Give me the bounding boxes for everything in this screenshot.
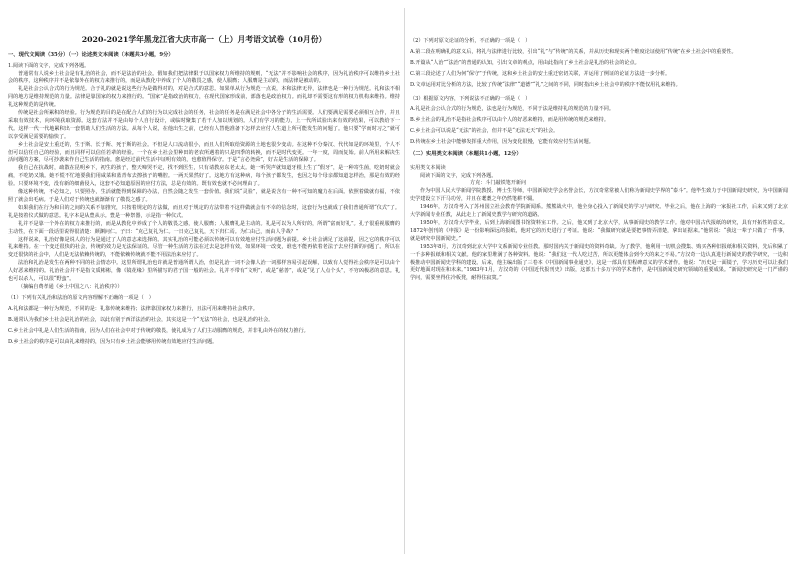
passage-paragraph: 传统是社会所累积的经验。行为规范的目的是在配合人们的行为以完成社会的任务，社会的任务是在满足社会中各分子的生活需要。人们要满足需要必须相互合作，并且采取有效技术，向环境获取资源。这套方法并不是由每个人自行设计，或临时聚集了若干人加以规划的。人们有学习的能力，上一代所试验出来有效的结果，可以教给下一代。这样一代一代地累积出一套帮助人们生活的方法。从每个人说，在他出生之前，已经有人替他准备下怎样去应付人生道上所可能发生的问题了。他只要“学而时习之”就可以享受满足需要的愉快了。 xyxy=(8,110,400,140)
article-paragraph: 1950年，方汉奇大学毕业，后到上海新闻图书馆资料室工作。之后，他又到了北京大学，从事新闻史的教学工作。他对中国古代报纸的研究，具有开拓性的意义。1872年创刊的《申报》是一份影响深远的报纸，他对它的历史进行了考证。他说：“我做研究就是要把事情弄清楚，拿出证据来。”他常说：“我这一辈子只做了一件事，就是研究中国新闻史。” xyxy=(410,220,788,242)
article-title: 方克：斗门敲铁笔开新问 xyxy=(470,180,527,187)
reading-instruction-2: 阅读下面的文字，完成下列各题。 xyxy=(420,172,497,179)
question-2-stem: （2）下列对原文论证的分析，不正确的一项是（ ） xyxy=(410,38,531,44)
question-1-option-a: A.礼和法都是一种行为规范，不同的是：礼靠传统来维持；法律靠国家权力来推行，且法可用来维持社会秩序。 xyxy=(8,305,258,312)
reading-instruction: 1.阅读下面的文字，完成下列各题。 xyxy=(8,62,90,69)
question-1-option-b: B.通常认为我们乡土社会是礼治的社会，以此有别于西洋法治的社会，其实这是一个“无法”的社会，也是礼治的社会。 xyxy=(8,316,274,323)
question-2-option-a: A.第二段在明确礼的意义后，将礼与法律进行比较，引出“礼”与“传统”的关系，并从历史和现实两个维度论证使用“传统”在乡土社会中的重要性。 xyxy=(410,48,737,55)
passage-paragraph: 如果我们在行为和目的之间的关系不加推究，只按着规定的方法做，而且对于规定的方法带着不这样做就会有不幸的信念时，这套行为也就成了我们普通所谓“仪式”了。礼是按着仪式做的意思。礼字本是从豊从示。豊是一种祭器，示是指一种仪式。 xyxy=(8,204,400,219)
passage-source: （摘编自费孝通《乡土中国之八：礼治秩序》） xyxy=(18,283,123,290)
question-3-option-c: C.乡土社会可以说是“无法”的社会，但并不是“无法无天”的社会。 xyxy=(410,128,559,135)
left-column xyxy=(8,0,400,562)
passage-paragraph: 礼是社会公认合式的行为规范。合于礼的就是说这些行为是做得对的，对是合式的意思。如果单从行为规范一点说，本和法律无异，法律也是一种行为规范。礼和法不相同的地方是维持规范的力量。法律是靠国家的权力来推行的。“国家”是指政治的权力，在现代国家形成前，部落也是政治权力。而礼却不需要这有形的权力机构来维持。维持礼这种规范的是传统。 xyxy=(8,86,400,109)
passage-paragraph: 这样说来，礼治好像是说人的行为是通过了人的意志来选择的。其实礼治的可能必须以传统可以有效地应付生活问题为前提。乡土社会满足了这前提，因之它的秩序可以礼来维持。在一个变迁很快的社会，传统的效力是无法保证的。尽管一种生活的方法在过去是怎样有效，如果环境一改变，谁也不能再依着老法子去应付新的问题了。所以在变迁很快的社会中，人们是无法依赖传统的，不能依赖传统就不能不用法治来应付了。 xyxy=(8,236,400,259)
section-2-heading: （二）实用类文本阅读（本题共1小题，12分） xyxy=(410,151,522,158)
question-2-option-b: B.开篇从“人治”“法治”的普通的认知，引出文章的观点，用由此指向了乡土社会是礼治的社会的论点。 xyxy=(410,59,640,66)
article-paragraph: 1946年，方汉奇考入了苏州国立社会教育学院新闻系。熊熊战火中，他全身心投入了新闻史的学习与研究。毕业之后，他在上海的一家报社工作，后来又到了北京大学新闻专业任教，从此走上了新闻史教学与研究的道路。 xyxy=(410,204,788,219)
question-1-stem: （1）下列有关礼治和法治的原文内容理解不正确的一项是（ ） xyxy=(8,294,154,301)
question-3-option-b: B.乡土社会的礼治不是指社会秩序可以由个人的好恶来维持，而是用传统的规范来维持。 xyxy=(410,117,609,124)
article-paragraph: 1953年8月，方汉奇到北京大学中文系新闻专业任教。那时国内关于新闻史的资料奇缺。为了教学，他利用一切机会搜集、购买各种旧报纸和相关资料，先后积累了一千多种报纸和相关文献。他的家里堆满了各种资料。他说：“我们这一代人吃过苦，所以更能体会到今天的来之不易。”方汉奇一边认真进行新闻史的教学研究，一边积极推动中国新闻史学科的建设。后来，他主编出版了三卷本《中国新闻事业通史》，这是一部具有里程碑意义的学术著作。他说：“历史是一面镜子，学习历史可以让我们更好地面对现在和未来。”1983年1月，方汉奇的《中国近代报刊史》出版，这部五十多万字的学术著作，是中国新闻史研究领域的重要成果。“新闻史研究是一门严谨的学问，需要坐得住冷板凳，耐得住寂寞。” xyxy=(410,243,788,282)
passage-paragraph: 我自己在抗战时，疏散在昆明乡下，初生的孩子，整天啼哭不定，找不到医生，只有请教房东老太太。她一听哭声就知道牙根上生了“假牙”，是一种寄生菌，吃奶时就会痛，不吃奶又饿。她不慌不忙地要我们用咸菜和蓝青布去擦孩子的嘴腔。一两天果然好了。这地方有这种病，每个孩子都发生，也因之每个母亲都知道怎样治，那是有效的经验。只要环境不变，没有新的细菌侵入，这套不必知道原因的应付方法，总是有效的。既有效也就不必问理由了。 xyxy=(8,165,400,188)
question-1-option-c: C.乡土社会中礼是人们生活的指南，因为人们在社会中对于传统的敬畏，使礼成为了人们主动服膺的规范，并非礼由外在的权力推行。 xyxy=(8,327,309,334)
question-3-option-a: A.礼是社会公认合式的行为规范，法也是行为规范，不同于法是维持礼的规范的力量不同。 xyxy=(410,106,614,113)
question-1-option-d: D.乡土社会的秩序是可以由礼来维持的，因为只有乡土社会能够用传统有效地应付生活问题。 xyxy=(8,338,218,345)
column-divider xyxy=(404,8,405,554)
passage-paragraph: 法治和礼治是发生在两种不同的社会情态中。这里所谓礼治也许就是普通所谓人治，但是礼治一词不会像人治一词那样容易引起误解，以致有人觉得社会秩序是可以由个人好恶来维持的。礼治社会并不是指文质彬彬，像《镜花缘》里所描写的君子国一般的社会。礼并不带有“文明”，或是“慈善”，或是“见了人点个头”，不穷凶极恶的意思。礼也可以杀人，可以很“野蛮”。 xyxy=(8,260,400,283)
section-1-heading: 一、现代文阅读（35分）（一）论述类文本阅读（本题共3小题，9分） xyxy=(8,52,174,58)
question-3-option-d: D.传统在乡土社会中能够发挥重大作用，因为变化很慢，它能有效应付生活问题。 xyxy=(410,139,594,146)
right-column xyxy=(410,0,788,562)
passage-paragraph: 像这种传统，不必知之，只要照办，生活就能得到保障的办法，自然会随之发生一套价值。我们说“灵验”，就是说含有一种不可知的魔力在后面。依照着做就有福，不依照了就会出毛病。于是人们对于传统也就渐渐有了敬畏之感了。 xyxy=(8,189,400,203)
question-2-option-c: C.第三段论述了人们为何“保守”于传统，这和乡土社会的安土重迁密切关联，并运用了例证的论证方法进一步分析。 xyxy=(410,70,671,77)
passage-paragraph: 礼并不是靠一个外在的权力来推行的，而是从教化中养成了个人的敬畏之感，使人服膺；人服膺礼是主动的。礼是可以为人所好的，所谓“富而好礼”。孔子很重视服膺的主动性，在下面一段话里说得很清楚：颜渊问仁。子曰：“克己复礼为仁。一日克己复礼，天下归仁焉。为仁由己，而由人乎哉？” xyxy=(8,220,400,235)
article-paragraph: 作为中国人民大学新闻学院教授、博士生导师，中国新闻史学会名誉会长，方汉奇常常被人们称为新闻史学界的“泰斗”。他毕生致力于中国新闻史研究，为中国新闻史学建设立下汗马功劳，并且在耄耋之年仍然笔耕不辍。 xyxy=(410,188,788,203)
section-2-intro: 实用类文本阅读 xyxy=(410,164,446,171)
passage-paragraph: 普通常有人说乡土社会是有礼治的社会，而不是法治的社会。假如我们把法律限于以国家权力所维持的规则，“无法”并不影响社会的秩序，因为礼治秩序可以维持乡土社会的秩序，这种秩序并不是依靠外在的权力来推行的，而是从教化中养成了个人的敬畏之感，使人服膺；人服膺是主动的，而法律是被动的。 xyxy=(8,70,400,85)
passage-paragraph: 乡土社会是安土重迁的，生于斯、长于斯、死于斯的社会。不但是人口流动很小，而且人们所取给资源的土地也很少变动。在这种不分秦汉、代代如是的环境里，个人不但可以信任自己的经验，而且同样可以信任若辈的经验。一个在乡土社会里种田的老农所遇着的只是四季的转换，而不是时代变更。一年一度，周而复始。前人所用来解决生活问题的方案，尽可抄袭来作自己生活的指南。愈是经过前代生活中证明有效的，也愈值得保守。于是“言必尧舜”，好古是生活的保障了。 xyxy=(8,141,400,164)
question-2-option-d: D.文章运用对比分析的方法，比较了传统“法律”“道德”“礼”之间的不同，同时指出乡土社会中的秩序不能仅用礼来维持。 xyxy=(410,81,681,88)
exam-title: 2020-2021学年黑龙江省大庆市高一（上）月考语文试卷（10月份） xyxy=(81,35,327,44)
question-3-stem: （3）根据原文内容，下列说法不正确的一项是（ ） xyxy=(410,95,531,102)
